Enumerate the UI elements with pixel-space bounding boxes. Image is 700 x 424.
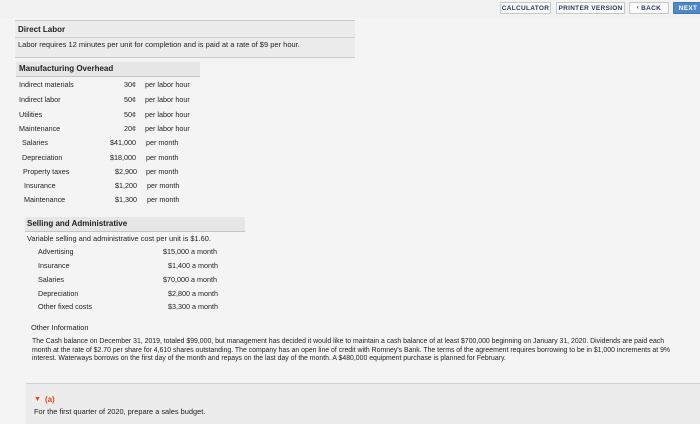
selling-admin-variable-text: Variable selling and administrative cost per unit is $1.60. (27, 234, 211, 243)
other-information-text: The Cash balance on December 31, 2019, totaled $99,000, but management has decided it would like to maintain a cash balance of at least $700,000 beginning on January 31, 2020. Dividends are paid each month at the rate of $2.70 per share for 4,610 shares outstanding. The company has an open line of credit with Romney's Bank. The terms of the agreement requires borrowing to be in $1,000 increments at 9% interest. Waterways borrows on the first day of the month and repays on the last day of the month. A $480,000 equipment purchase is planned for February. (32, 338, 671, 363)
calculator-button[interactable]: CALCULATOR (500, 2, 551, 14)
overhead-amount: 20¢ (124, 124, 136, 133)
overhead-item: Indirect materials (19, 80, 74, 89)
overhead-amount: $1,200 (115, 181, 137, 190)
overhead-unit: per month (147, 195, 180, 204)
selling-admin-amount: $70,000 a month (163, 275, 217, 284)
overhead-amount: $1,300 (115, 195, 137, 204)
selling-admin-item: Salaries (38, 275, 64, 284)
overhead-amount: 30¢ (124, 80, 136, 89)
overhead-amount: $18,000 (110, 153, 136, 162)
overhead-unit: per month (146, 153, 179, 162)
printer-version-button[interactable]: PRINTER VERSION (556, 2, 625, 14)
overhead-unit: per month (147, 181, 180, 190)
question-part-label: (a) (44, 395, 55, 404)
back-button[interactable] (629, 2, 669, 14)
top-toolbar (0, 0, 700, 18)
next-button[interactable]: NEXT (673, 2, 700, 14)
selling-admin-title: Selling and Administrative (27, 219, 128, 228)
overhead-amount: $41,000 (110, 138, 136, 147)
selling-admin-amount: $1,400 a month (168, 261, 218, 270)
chevron-left-icon: ‹ (636, 5, 640, 11)
overhead-unit: per labor hour (145, 110, 190, 119)
selling-admin-item: Depreciation (38, 289, 79, 298)
selling-admin-item: Other fixed costs (38, 302, 92, 311)
overhead-amount: 50¢ (124, 95, 136, 104)
overhead-unit: per labor hour (145, 95, 190, 104)
selling-admin-amount: $2,800 a month (168, 289, 218, 298)
overhead-item: Insurance (24, 181, 56, 190)
overhead-item: Salaries (22, 138, 48, 147)
overhead-item: Maintenance (19, 124, 61, 133)
other-information-title: Other Information (31, 323, 89, 332)
overhead-amount: 50¢ (124, 110, 136, 119)
overhead-item: Depreciation (22, 153, 63, 162)
back-label: BACK (641, 4, 662, 12)
selling-admin-amount: $3,300 a month (168, 302, 218, 311)
manufacturing-overhead-title: Manufacturing Overhead (19, 64, 114, 73)
question-panel (26, 383, 700, 424)
overhead-item: Utilities (19, 110, 43, 119)
selling-admin-item: Insurance (38, 261, 70, 270)
selling-admin-item: Advertising (38, 247, 74, 256)
overhead-unit: per month (146, 138, 179, 147)
overhead-unit: per month (146, 167, 179, 176)
question-text: For the first quarter of 2020, prepare a sales budget. (34, 407, 206, 416)
triangle-down-icon: ▼ (34, 396, 41, 403)
overhead-item: Indirect labor (19, 95, 61, 104)
overhead-amount: $2,900 (115, 167, 137, 176)
direct-labor-title: Direct Labor (18, 25, 66, 34)
direct-labor-panel (15, 20, 355, 58)
overhead-item: Property taxes (23, 167, 70, 176)
overhead-unit: per labor hour (145, 124, 190, 133)
question-toggle[interactable] (34, 395, 55, 404)
overhead-unit: per labor hour (145, 80, 190, 89)
selling-admin-amount: $15,000 a month (163, 247, 217, 256)
divider (15, 37, 355, 38)
overhead-item: Maintenance (24, 195, 66, 204)
direct-labor-text: Labor requires 12 minutes per unit for completion and is paid at a rate of $9 per hour. (18, 40, 300, 49)
